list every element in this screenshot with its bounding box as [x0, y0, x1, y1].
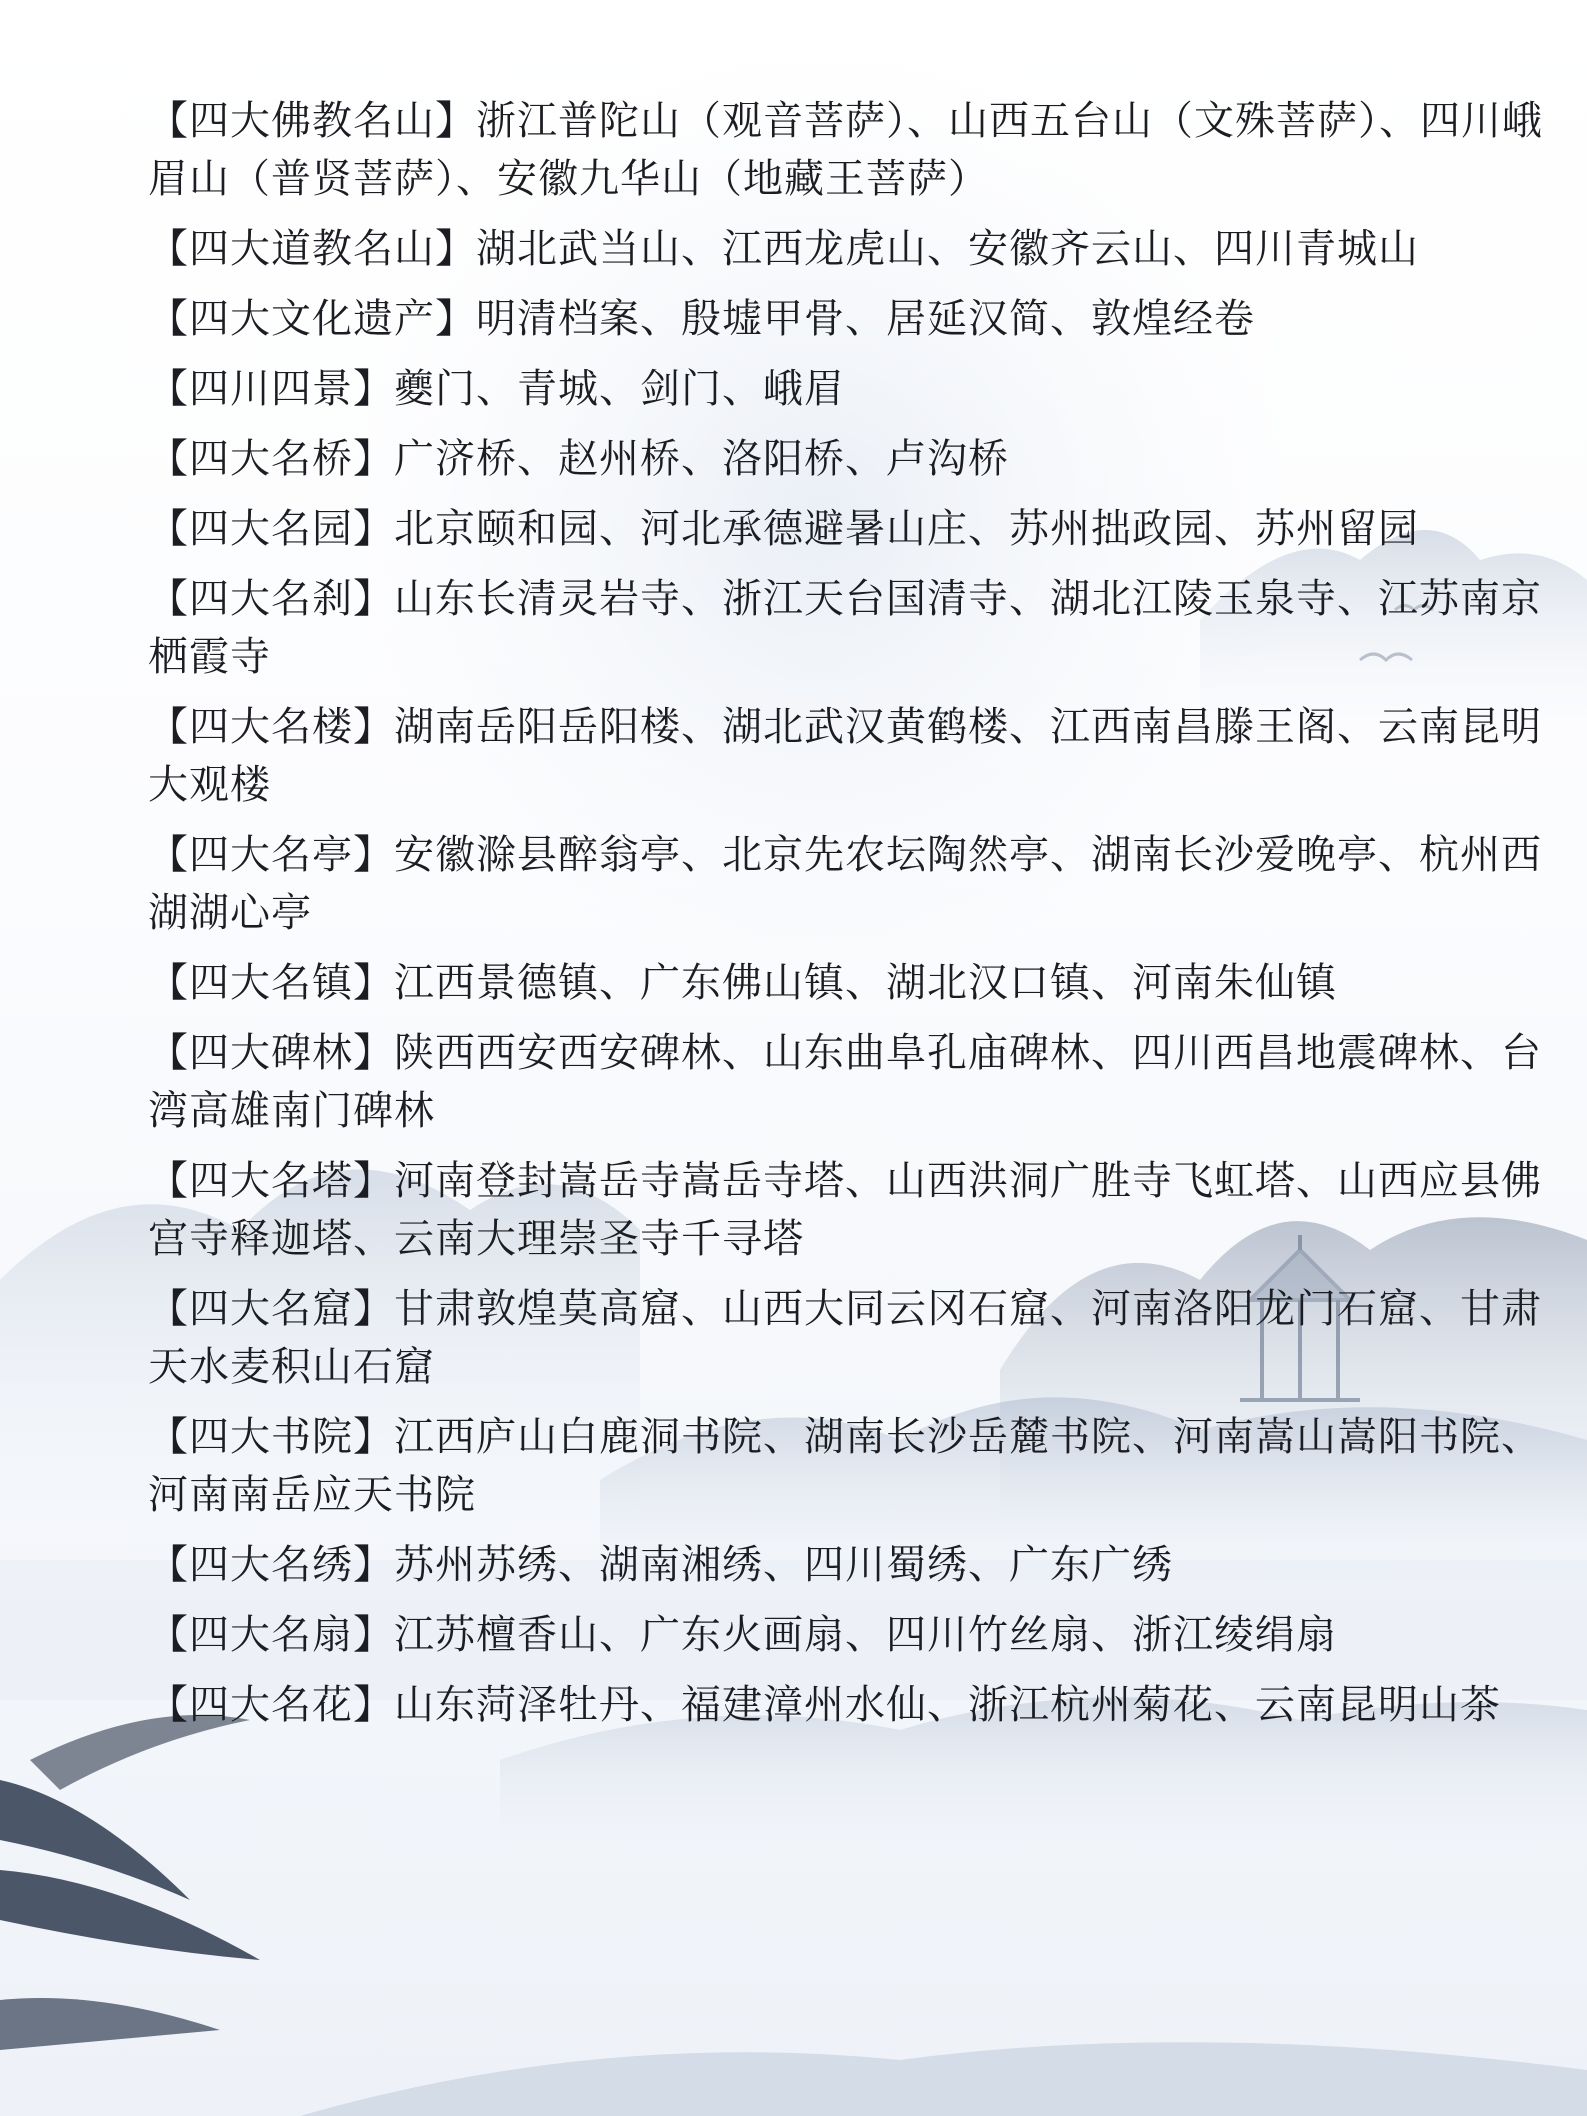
entry-text: 广济桥、赵州桥、洛阳桥、卢沟桥 — [394, 436, 1009, 482]
entry-label: 【四大名刹】 — [148, 576, 394, 622]
list-item — [148, 220, 1548, 278]
entry-label: 【四大名园】 — [148, 506, 394, 552]
list-item — [148, 1536, 1548, 1594]
entry-text: 安徽滁县醉翁亭、北京先农坛陶然亭、湖南长沙爱晚亭、杭州西湖湖心亭 — [148, 832, 1542, 936]
list-item — [148, 1024, 1548, 1140]
entry-text: 明清档案、殷墟甲骨、居延汉简、敦煌经卷 — [476, 296, 1255, 342]
list-item — [148, 290, 1548, 348]
entry-label: 【四川四景】 — [148, 366, 394, 412]
entry-text: 江苏檀香山、广东火画扇、四川竹丝扇、浙江绫绢扇 — [394, 1612, 1337, 1658]
list-item — [148, 570, 1548, 686]
list-item — [148, 1408, 1548, 1524]
list-item — [148, 430, 1548, 488]
list-item — [148, 1676, 1548, 1734]
entry-text: 湖北武当山、江西龙虎山、安徽齐云山、四川青城山 — [476, 226, 1419, 272]
entry-label: 【四大文化遗产】 — [148, 296, 476, 342]
entry-text: 河南登封嵩岳寺嵩岳寺塔、山西洪洞广胜寺飞虹塔、山西应县佛宫寺释迦塔、云南大理崇圣寺千寻塔 — [148, 1158, 1542, 1262]
entry-label: 【四大碑林】 — [148, 1030, 394, 1076]
entry-text: 夔门、青城、剑门、峨眉 — [394, 366, 845, 412]
entry-label: 【四大名花】 — [148, 1682, 394, 1728]
entry-label: 【四大名亭】 — [148, 832, 394, 878]
list-item — [148, 360, 1548, 418]
content-list — [148, 92, 1548, 1746]
entry-text: 甘肃敦煌莫高窟、山西大同云冈石窟、河南洛阳龙门石窟、甘肃天水麦积山石窟 — [148, 1286, 1542, 1390]
entry-text: 江西景德镇、广东佛山镇、湖北汉口镇、河南朱仙镇 — [394, 960, 1337, 1006]
entry-label: 【四大名窟】 — [148, 1286, 394, 1332]
list-item — [148, 500, 1548, 558]
entry-label: 【四大名绣】 — [148, 1542, 394, 1588]
entry-label: 【四大名镇】 — [148, 960, 394, 1006]
list-item — [148, 954, 1548, 1012]
entry-text: 山东长清灵岩寺、浙江天台国清寺、湖北江陵玉泉寺、江苏南京栖霞寺 — [148, 576, 1542, 680]
list-item — [148, 92, 1548, 208]
entry-label: 【四大名塔】 — [148, 1158, 394, 1204]
list-item — [148, 698, 1548, 814]
list-item — [148, 826, 1548, 942]
list-item — [148, 1152, 1548, 1268]
entry-label: 【四大道教名山】 — [148, 226, 476, 272]
entry-label: 【四大名桥】 — [148, 436, 394, 482]
entry-text: 陕西西安西安碑林、山东曲阜孔庙碑林、四川西昌地震碑林、台湾高雄南门碑林 — [148, 1030, 1542, 1134]
shore-bottom — [300, 2042, 1587, 2116]
entry-label: 【四大书院】 — [148, 1414, 394, 1460]
entry-label: 【四大名楼】 — [148, 704, 394, 750]
entry-label: 【四大名扇】 — [148, 1612, 394, 1658]
entry-text: 北京颐和园、河北承德避暑山庄、苏州拙政园、苏州留园 — [394, 506, 1419, 552]
entry-label: 【四大佛教名山】 — [148, 98, 476, 144]
list-item — [148, 1280, 1548, 1396]
entry-text: 浙江普陀山（观音菩萨）、山西五台山（文殊菩萨）、四川峨眉山（普贤菩萨）、安徽九华山（地藏王菩萨） — [148, 98, 1543, 202]
entry-text: 苏州苏绣、湖南湘绣、四川蜀绣、广东广绣 — [394, 1542, 1173, 1588]
entry-text: 湖南岳阳岳阳楼、湖北武汉黄鹤楼、江西南昌滕王阁、云南昆明大观楼 — [148, 704, 1542, 808]
bamboo-leaves-icon — [0, 1715, 260, 2050]
entry-text: 江西庐山白鹿洞书院、湖南长沙岳麓书院、河南嵩山嵩阳书院、河南南岳应天书院 — [148, 1414, 1542, 1518]
list-item — [148, 1606, 1548, 1664]
entry-text: 山东菏泽牡丹、福建漳州水仙、浙江杭州菊花、云南昆明山茶 — [394, 1682, 1501, 1728]
